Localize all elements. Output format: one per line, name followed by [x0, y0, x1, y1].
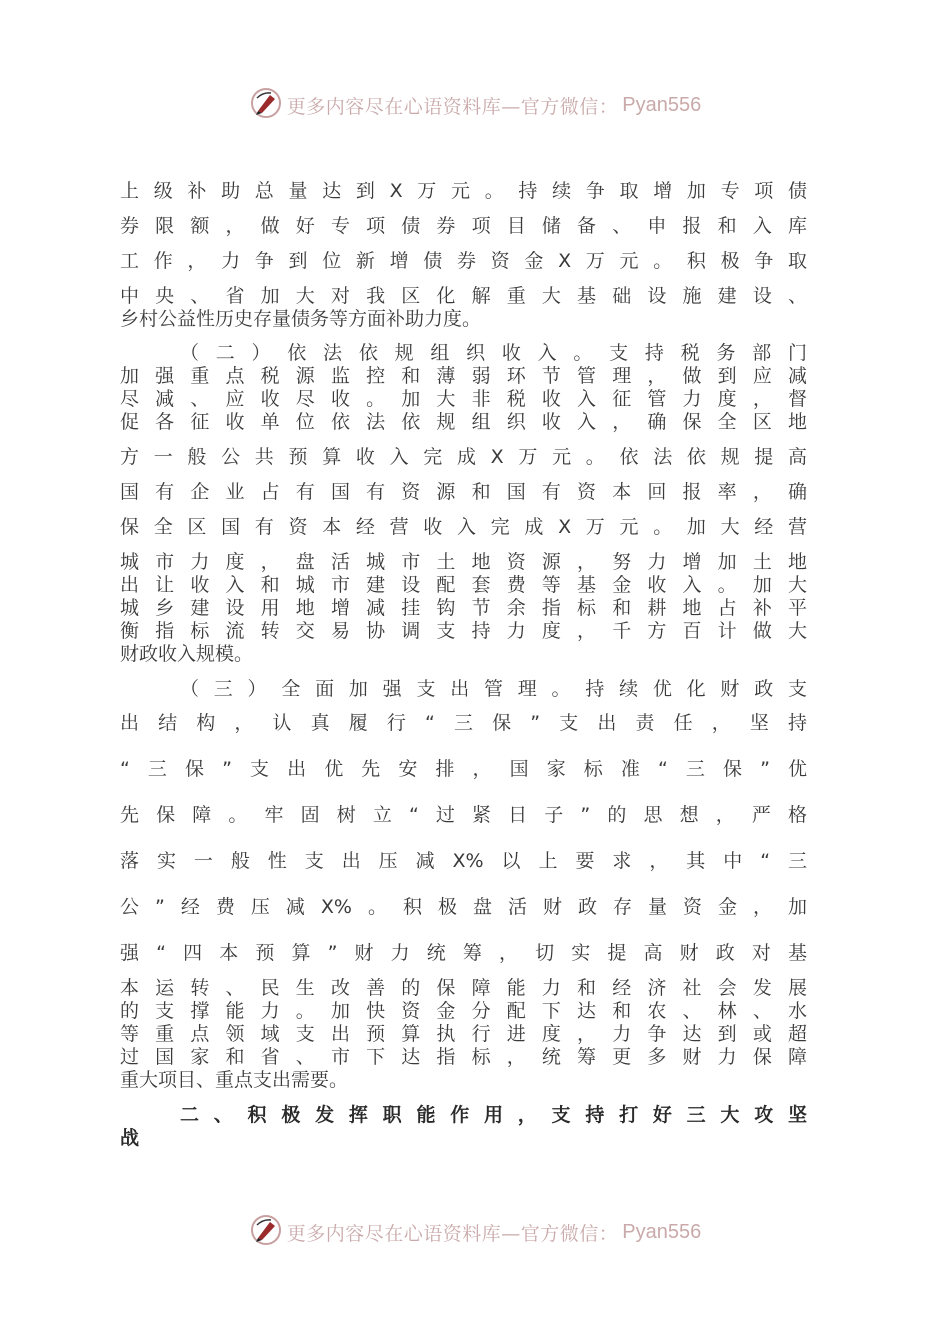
text-line: 公”经费压减X%。积极盘活财政存量资金，加: [120, 896, 807, 918]
text-line: 促各征收单位依法依规组织收入，确保全区地: [120, 411, 807, 433]
text-line: 中央、省加大对我区化解重大基础设施建设、: [120, 285, 807, 307]
text-line: 衡指标流转交易协调支持力度，千方百计做大: [120, 620, 807, 642]
chapter-heading: 二、积极发挥职能作用，支持打好三大攻坚: [180, 1104, 807, 1126]
text-line: 方一般公共预算收入完成X万元。依法依规提高: [120, 446, 807, 468]
text-line: 工作，力争到位新增债券资金X万元。积极争取: [120, 250, 807, 272]
pen-nib-icon: [249, 86, 287, 124]
text-line: 先保障。牢固树立“过紧日子”的思想，严格: [120, 804, 807, 826]
wechat-id: Pyan556: [622, 93, 702, 116]
text-line: 保全区国有资本经营收入完成X万元。加大经营: [120, 516, 807, 538]
watermark-text: 更多内容尽在心语资料库—官方微信：: [286, 1222, 619, 1245]
document-body: [120, 180, 807, 1150]
text-line: 券限额，做好专项债券项目储备、申报和入库: [120, 215, 807, 237]
text-line: 乡村公益性历史存量债务等方面补助力度。: [120, 308, 482, 330]
text-line: 的支撑能力。加快资金分配下达和农、林、水: [120, 1000, 807, 1022]
watermark-text: 更多内容尽在心语资料库—官方微信：: [286, 95, 619, 118]
text-line: 本运转、民生改善的保障能力和经济社会发展: [120, 977, 807, 999]
text-line: “三保”支出优先安排，国家标准“三保”优: [120, 758, 807, 780]
text-line: 城乡建设用地增减挂钩节余指标和耕地占补平: [120, 597, 807, 619]
text-line: 强“四本预算”财力统筹，切实提高财政对基: [120, 942, 807, 964]
text-line: 上级补助总量达到X万元。持续争取增加专项债: [120, 180, 807, 202]
text-line: 国有企业占有国有资源和国有资本回报率，确: [120, 481, 807, 503]
text-line: 出结构，认真履行“三保”支出责任，坚持: [120, 712, 807, 734]
text-line: 过国家和省、市下达指标，统筹更多财力保障: [120, 1046, 807, 1068]
text-line: 城市力度，盘活城市土地资源，努力增加土地: [120, 551, 807, 573]
header-watermark-banner: [0, 85, 950, 125]
footer-watermark-banner: [0, 1212, 950, 1252]
text-line: 财政收入规模。: [120, 643, 254, 665]
wechat-id: Pyan556: [622, 1220, 702, 1243]
chapter-heading-cont: 战: [120, 1127, 140, 1149]
pen-nib-icon: [249, 1213, 287, 1251]
text-line: 出让收入和城市建设配套费等基金收入。加大: [120, 574, 807, 596]
text-line: 落实一般性支出压减X%以上要求，其中“三: [120, 850, 807, 872]
text-line: 加强重点税源监控和薄弱环节管理，做到应减: [120, 365, 807, 387]
text-line: 尽减、应收尽收。加大非税收入征管力度，督: [120, 388, 807, 410]
text-line: 等重点领域支出预算执行进度，力争达到或超: [120, 1023, 807, 1045]
text-line: 重大项目、重点支出需要。: [120, 1069, 349, 1091]
section-heading-2: （二）依法依规组织收入。支持税务部门: [180, 342, 807, 364]
section-heading-3: （三）全面加强支出管理。持续优化财政支: [180, 678, 807, 700]
